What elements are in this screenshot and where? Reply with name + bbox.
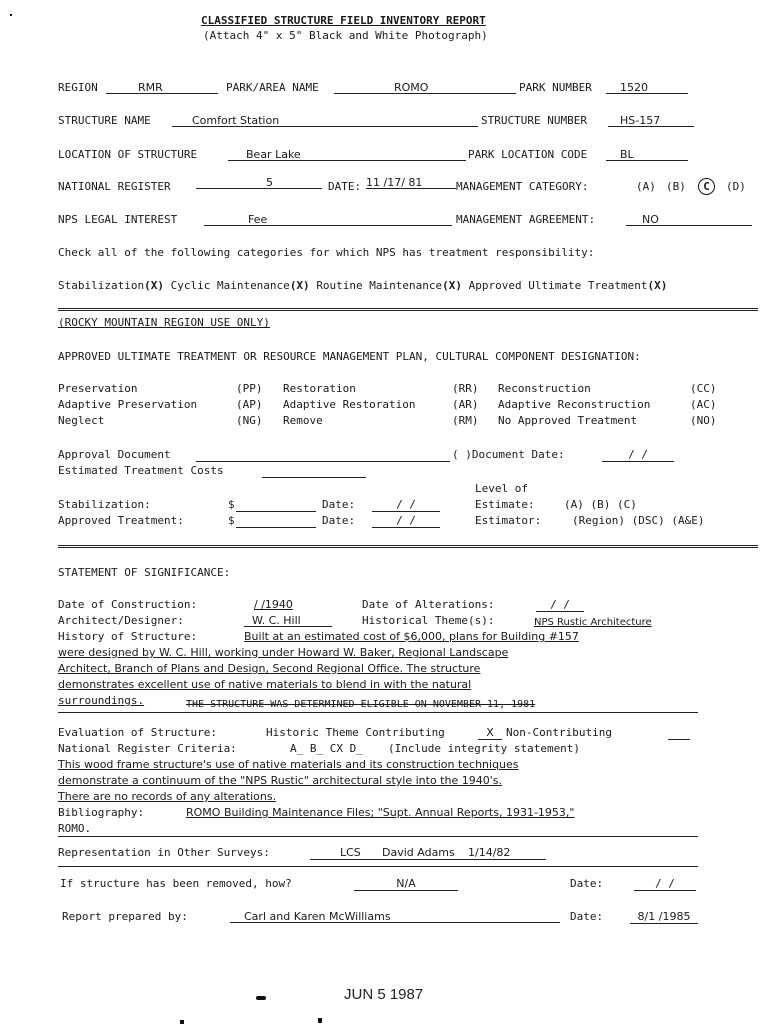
line-divider <box>58 712 698 713</box>
section-divider <box>58 545 758 548</box>
estimated-costs-field[interactable] <box>262 464 366 478</box>
ultimate-treatment-label: Approved Ultimate Treatment <box>468 279 648 292</box>
stabilization-check[interactable]: (X) <box>144 279 164 292</box>
ink-speck <box>318 1018 322 1023</box>
line-divider <box>58 836 698 837</box>
historical-theme-label: Historical Theme(s): <box>362 614 495 627</box>
stabilization-date-field[interactable]: / / <box>372 498 440 512</box>
history-label: History of Structure: <box>58 630 198 643</box>
nps-legal-label: NPS LEGAL INTEREST <box>58 213 178 226</box>
structure-name-field[interactable]: Comfort Station <box>172 114 478 127</box>
contributing-check[interactable]: X <box>478 726 502 740</box>
removed-field[interactable]: N/A <box>354 877 458 891</box>
treatment-code[interactable]: (NO) <box>690 414 717 427</box>
treatment-cell: Preservation <box>58 382 138 395</box>
location-label: LOCATION OF STRUCTURE <box>58 148 198 161</box>
history-line: Built at an estimated cost of $6,000, plans for Building #157 <box>244 630 579 643</box>
ink-speck <box>180 1020 184 1024</box>
treatment-code[interactable]: (RM) <box>452 414 479 427</box>
park-location-code-field[interactable]: BL <box>606 148 688 161</box>
structure-number-field[interactable]: HS-157 <box>608 114 694 127</box>
estimator-label: Estimator: <box>475 514 542 527</box>
level-of-label: Level of <box>475 482 528 495</box>
removed-label: If structure has been removed, how? <box>60 877 292 890</box>
document-date-label: ( )Document Date: <box>452 448 565 461</box>
removed-date-field[interactable]: / / <box>634 877 696 891</box>
evaluation-label: Evaluation of Structure: <box>58 726 217 739</box>
region-label: REGION <box>58 81 98 94</box>
other-surveys-field[interactable] <box>310 846 546 860</box>
routine-maintenance-label: Routine Maintenance <box>316 279 443 292</box>
survey-code: LCS <box>340 846 361 859</box>
category-b[interactable]: (B) <box>666 180 686 193</box>
criteria-note: (Include integrity statement) <box>388 742 581 755</box>
treatment-cell: Adaptive Preservation <box>58 398 198 411</box>
stabilization-dollar: $ <box>228 498 235 511</box>
approved-treatment-cost-label: Approved Treatment: <box>58 514 184 527</box>
approval-document-label: Approval Document <box>58 448 171 461</box>
ink-speck <box>256 996 266 1000</box>
non-contributing-label: Non-Contributing <box>506 726 612 739</box>
management-agreement-field[interactable]: NO <box>626 213 752 226</box>
estimated-costs-label: Estimated Treatment Costs <box>58 464 224 477</box>
treatment-cell: Remove <box>283 414 323 427</box>
category-d[interactable]: (D) <box>726 180 746 193</box>
structure-name-label: STRUCTURE NAME <box>58 114 151 127</box>
nps-legal-field[interactable]: Fee <box>204 213 452 226</box>
treatment-cell: Restoration <box>283 382 356 395</box>
estimate-label: Estimate: <box>475 498 535 511</box>
non-contributing-check[interactable] <box>668 726 690 740</box>
removed-date-label: Date: <box>570 877 604 890</box>
date-alterations-field[interactable]: / / <box>536 598 584 612</box>
architect-field[interactable]: W. C. Hill <box>244 614 332 627</box>
treatment-code[interactable]: (AP) <box>236 398 263 411</box>
bibliography-value[interactable]: ROMO Building Maintenance Files; "Supt. Annual Reports, 1931-1953," <box>186 806 575 819</box>
stabilization-label: Stabilization <box>58 279 145 292</box>
approved-treatment-date-field[interactable]: / / <box>372 514 440 528</box>
history-line: surroundings. <box>58 694 145 707</box>
stabilization-cost-label: Stabilization: <box>58 498 151 511</box>
survey-author: David Adams <box>382 846 455 859</box>
treatment-code[interactable]: (NG) <box>236 414 263 427</box>
report-subtitle: (Attach 4" x 5" Black and White Photograph) <box>203 29 488 42</box>
treatment-cell: Adaptive Restoration <box>283 398 416 411</box>
integrity-line: This wood frame structure's use of native materials and its construction techniques <box>58 758 519 771</box>
ink-speck <box>10 14 12 16</box>
bibliography-label: Bibliography: <box>58 806 145 819</box>
prepared-by-field[interactable]: Carl and Karen McWilliams <box>230 910 560 923</box>
prepared-date-field[interactable]: 8/1 /1985 <box>630 910 698 924</box>
national-register-field[interactable]: 5 <box>196 176 322 189</box>
criteria-value[interactable]: A_ B_ CX D_ <box>290 742 363 755</box>
survey-date: 1/14/82 <box>468 846 511 859</box>
prepared-date-label: Date: <box>570 910 604 923</box>
responsibility-row <box>58 279 667 293</box>
region-field[interactable]: RMR <box>106 81 218 94</box>
date-alterations-label: Date of Alterations: <box>362 598 495 611</box>
ultimate-treatment-check[interactable]: (X) <box>647 279 668 292</box>
cyclic-maintenance-label: Cyclic Maintenance <box>170 279 290 292</box>
historical-theme-value[interactable]: NPS Rustic Architecture <box>534 617 652 628</box>
park-number-field[interactable]: 1520 <box>606 81 688 94</box>
national-register-label: NATIONAL REGISTER <box>58 180 171 193</box>
treatment-code[interactable]: (CC) <box>690 382 717 395</box>
date-construction-value[interactable]: / /1940 <box>254 598 293 611</box>
history-line: Architect, Branch of Plans and Design, Second Regional Office. The structure <box>58 662 481 675</box>
park-number-label: PARK NUMBER <box>519 81 592 94</box>
approved-treatment-heading: APPROVED ULTIMATE TREATMENT OR RESOURCE MANAGEMENT PLAN, CULTURAL COMPONENT DESIGNATION: <box>58 350 641 363</box>
structure-number-label: STRUCTURE NUMBER <box>481 114 587 127</box>
approval-document-field[interactable] <box>196 448 450 462</box>
estimate-options[interactable]: (A) (B) (C) <box>564 498 637 511</box>
integrity-line: There are no records of any alterations. <box>58 790 277 803</box>
report-title: CLASSIFIED STRUCTURE FIELD INVENTORY REPORT <box>201 14 486 27</box>
bibliography-continued: ROMO. <box>58 822 92 835</box>
treatment-cell: Neglect <box>58 414 105 427</box>
treatment-code[interactable]: (PP) <box>236 382 263 395</box>
significance-heading: STATEMENT OF SIGNIFICANCE: <box>58 566 231 579</box>
section-divider <box>58 308 758 311</box>
treatment-code[interactable]: (RR) <box>452 382 479 395</box>
park-area-field[interactable]: ROMO <box>334 81 516 94</box>
treatment-code[interactable]: (AR) <box>452 398 479 411</box>
stabilization-cost-field[interactable] <box>236 498 316 512</box>
routine-maintenance-check[interactable]: (X) <box>442 279 463 292</box>
cyclic-maintenance-check[interactable]: (X) <box>289 279 310 292</box>
received-stamp: JUN 5 1987 <box>344 986 424 1003</box>
date-field[interactable]: 11 /17/ 81 <box>366 176 456 189</box>
evaluation-options: Historic Theme Contributing <box>266 726 445 739</box>
integrity-line: demonstrate a continuum of the "NPS Rustic" architectural style into the 1940's. <box>58 774 502 787</box>
treatment-cell: Reconstruction <box>498 382 591 395</box>
category-a[interactable]: (A) <box>636 180 656 193</box>
category-c-selected[interactable]: C <box>698 178 715 195</box>
approved-treatment-cost-field[interactable] <box>236 514 316 528</box>
line-divider <box>58 866 698 867</box>
park-location-code-label: PARK LOCATION CODE <box>468 148 588 161</box>
management-agreement-label: MANAGEMENT AGREEMENT: <box>456 213 596 226</box>
treatment-code[interactable]: (AC) <box>690 398 717 411</box>
stabilization-date-label: Date: <box>322 498 356 511</box>
location-field[interactable]: Bear Lake <box>228 148 466 161</box>
treatment-cell: No Approved Treatment <box>498 414 638 427</box>
date-label: DATE: <box>328 180 362 193</box>
criteria-label: National Register Criteria: <box>58 742 237 755</box>
approved-treatment-dollar: $ <box>228 514 235 527</box>
history-line: demonstrates excellent use of native materials to blend in with the natural <box>58 678 472 691</box>
approved-treatment-date-label: Date: <box>322 514 356 527</box>
struck-eligibility-text: THE STRUCTURE WAS DETERMINED ELIGIBLE ON NOVEMBER 11, 1981 <box>186 699 536 710</box>
responsibility-instruction: Check all of the following categories for which NPS has treatment responsibility: <box>58 246 595 259</box>
architect-label: Architect/Designer: <box>58 614 184 627</box>
prepared-by-label: Report prepared by: <box>62 910 188 923</box>
treatment-cell: Adaptive Reconstruction <box>498 398 651 411</box>
date-construction-label: Date of Construction: <box>58 598 198 611</box>
document-date-field[interactable]: / / <box>602 448 674 462</box>
other-surveys-label: Representation in Other Surveys: <box>58 846 270 859</box>
history-line: were designed by W. C. Hill, working under Howard W. Baker, Regional Landscape <box>58 646 509 659</box>
rmr-use-only-label: (ROCKY MOUNTAIN REGION USE ONLY) <box>58 316 270 329</box>
park-area-label: PARK/AREA NAME <box>226 81 319 94</box>
estimator-options[interactable]: (Region) (DSC) (A&E) <box>572 514 705 527</box>
management-category-label: MANAGEMENT CATEGORY: <box>456 180 589 193</box>
